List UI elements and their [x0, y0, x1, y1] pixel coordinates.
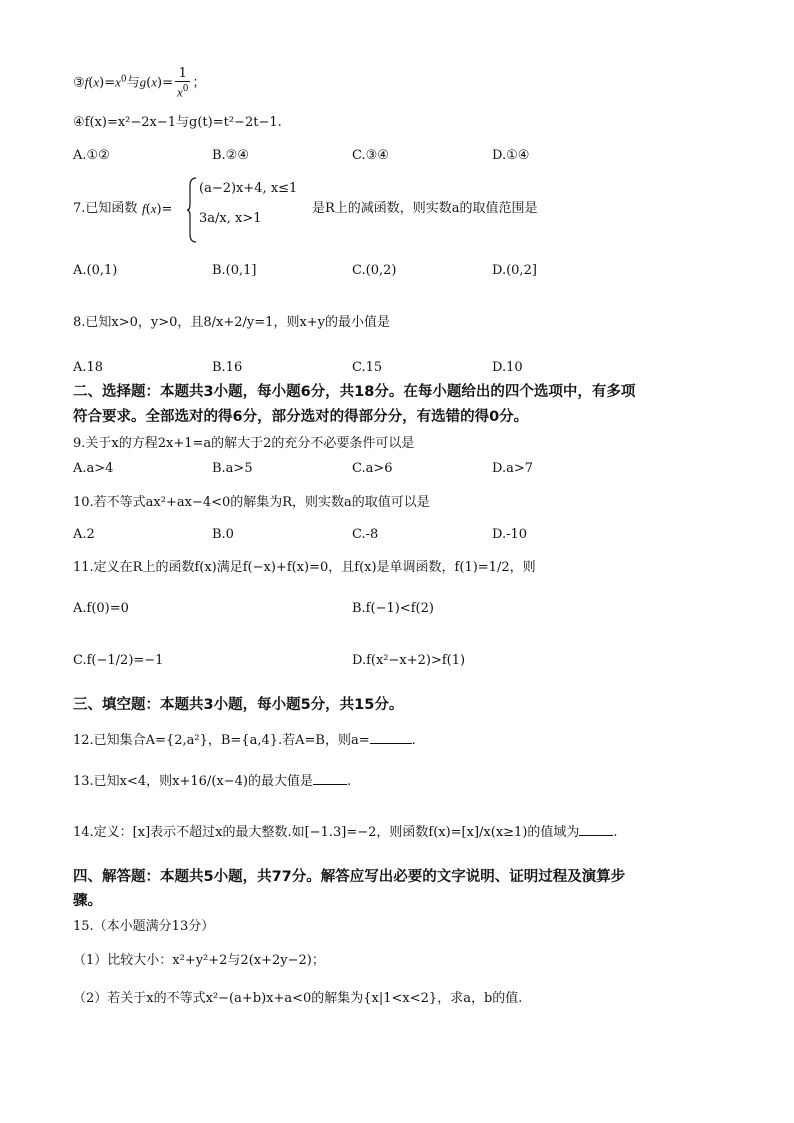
q6-option-d: D.①④	[492, 148, 530, 163]
q6-option-c: C.③④	[352, 148, 389, 163]
q13-answer-blank	[313, 772, 347, 785]
q10-option-a: A.2	[73, 527, 95, 542]
q7-brace	[186, 176, 198, 244]
q8-option-c: C.15	[352, 360, 383, 375]
q12-answer-blank	[370, 731, 412, 744]
q8-option-a: A.18	[73, 360, 104, 375]
section4-heading-line1: 四、解答题：本题共5小题，共77分。解答应写出必要的文字说明、证明过程及演算步	[73, 869, 626, 885]
q6-option-a: A.①②	[73, 148, 110, 163]
q10-option-b: B.0	[212, 527, 234, 542]
q8-option-b: B.16	[212, 360, 243, 375]
q7-fx-label: f(x)=	[142, 201, 173, 217]
q14-stem: 14.定义：[x]表示不超过x的最大整数.如[−1.3]=−2，则函数f(x)=[x]/x(x≥1)的值域为 .	[73, 825, 618, 840]
q7-prefix: 7.已知函数	[73, 201, 138, 216]
q15-part1: （1）比较大小：x²+y²+2与2(x+2y−2)；	[73, 953, 325, 968]
q11-option-b: B.f(−1)<f(2)	[352, 601, 434, 616]
q7-case2: 3a/x, x>1	[199, 211, 262, 226]
q12-stem: 12.已知集合A={2,a²}，B={a,4}.若A=B，则a= .	[73, 733, 416, 748]
q7-case1: (a−2)x+4, x≤1	[199, 181, 298, 196]
q7-option-b: B.(0,1]	[212, 263, 257, 278]
q10-stem: 10.若不等式ax²+ax−4<0的解集为R，则实数a的取值可以是	[73, 495, 430, 510]
q9-stem: 9.关于x的方程2x+1=a的解大于2的充分不必要条件可以是	[73, 436, 415, 451]
q11-option-d: D.f(x²−x+2)>f(1)	[352, 653, 466, 668]
q15-header: 15.（本小题满分13分）	[73, 919, 215, 934]
q13-stem: 13.已知x<4，则x+16/(x−4)的最大值是 .	[73, 774, 352, 789]
q10-option-c: C.-8	[352, 527, 379, 542]
q8-option-d: D.10	[492, 360, 523, 375]
q14-answer-blank	[579, 823, 613, 836]
q9-option-b: B.a>5	[212, 461, 253, 476]
q7-option-c: C.(0,2)	[352, 263, 397, 278]
q7-option-d: D.(0,2]	[492, 263, 537, 278]
q9-option-c: C.a>6	[352, 461, 393, 476]
section2-heading-line2: 符合要求。全部选对的得6分，部分选对的得部分分，有选错的得0分。	[73, 409, 529, 425]
q10-option-d: D.-10	[492, 527, 528, 542]
q8-stem: 8.已知x>0，y>0，且8/x+2/y=1，则x+y的最小值是	[73, 315, 391, 330]
section3-heading: 三、填空题：本题共3小题，每小题5分，共15分。	[73, 697, 404, 713]
q9-option-a: A.a>4	[73, 461, 114, 476]
section2-heading-line1: 二、选择题：本题共3小题，每小题6分，共18分。在每小题给出的四个选项中，有多项	[73, 384, 636, 400]
q15-part2: （2）若关于x的不等式x²−(a+b)x+a<0的解集为{x|1<x<2}，求a，b的值.	[73, 991, 523, 1006]
q6-item4: ④f(x)=x²−2x−1与g(t)=t²−2t−1.	[73, 115, 282, 130]
q11-option-c: C.f(−1/2)=−1	[73, 653, 164, 668]
q6-option-b: B.②④	[212, 148, 249, 163]
q11-stem: 11.定义在R上的函数f(x)满足f(−x)+f(x)=0，且f(x)是单调函数，f(1)=1/2，则	[73, 560, 536, 575]
q11-option-a: A.f(0)=0	[73, 601, 129, 616]
q7-suffix: 是R上的减函数，则实数a的取值范围是	[312, 201, 538, 216]
section4-heading-line2: 骤。	[73, 893, 102, 909]
q9-option-d: D.a>7	[492, 461, 534, 476]
q6-item3: $③f(x)=x^0$与g(x)= $\frac{1}{x^0}$ ；	[73, 66, 206, 100]
q7-option-a: A.(0,1)	[73, 263, 118, 278]
